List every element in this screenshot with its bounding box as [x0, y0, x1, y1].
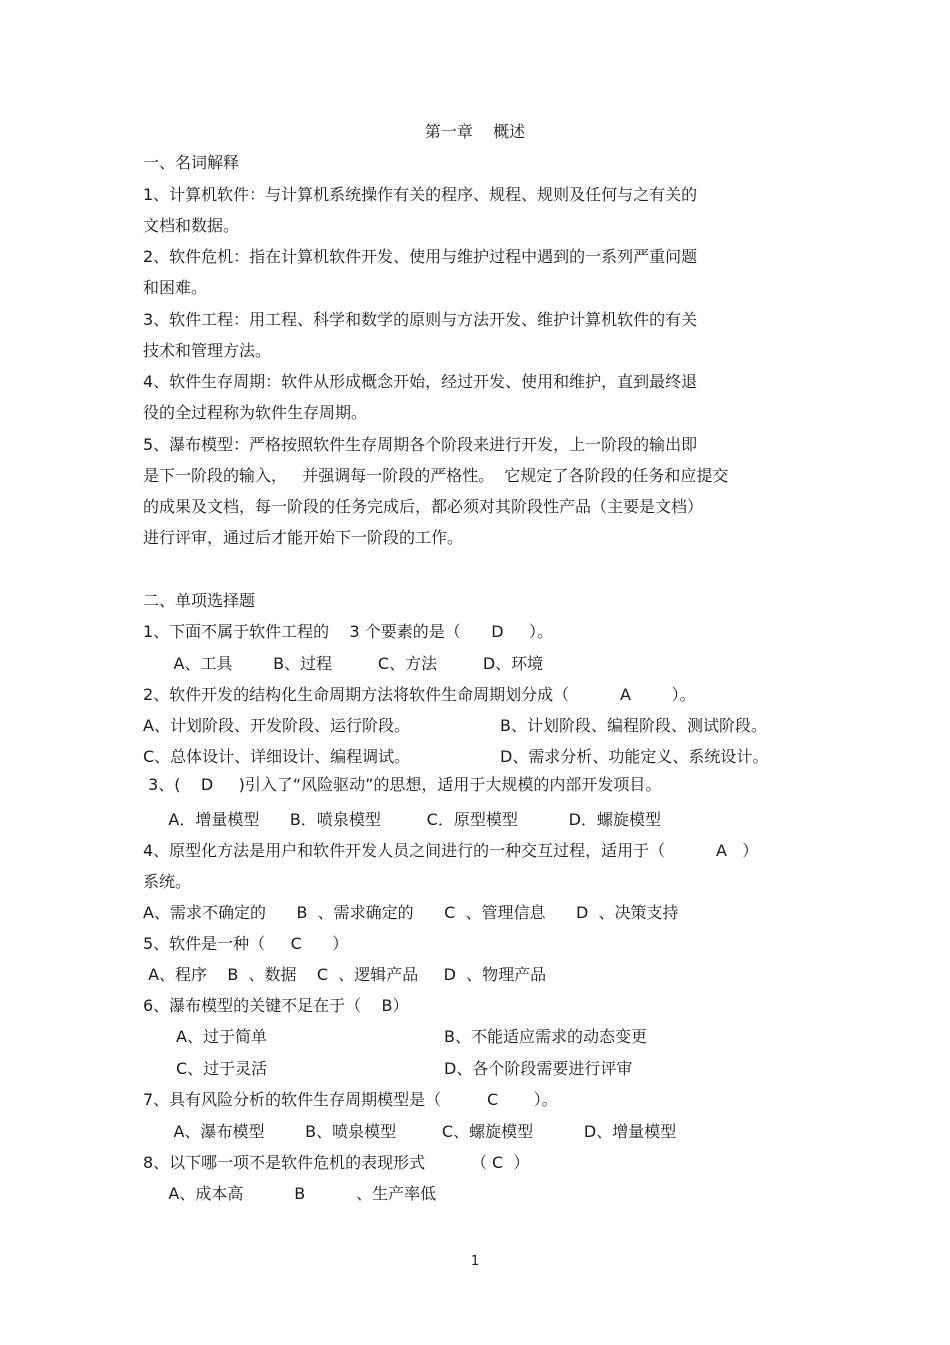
question-2-stem: 2、软件开发的结构化生命周期方法将软件生命周期划分成（ A ）。: [143, 685, 696, 704]
question-6-option-b: B、不能适应需求的动态变更: [444, 1027, 647, 1046]
definition-line: 1、计算机软件：与计算机系统操作有关的程序、规程、规则及任何与之有关的: [143, 185, 698, 204]
definition-line: 文档和数据。: [143, 216, 240, 235]
definition-line: 技术和管理方法。: [143, 341, 272, 360]
question-6-option-c: C、过于灵活: [176, 1059, 268, 1078]
question-1-stem: 1、下面不属于软件工程的 3 个要素的是（ D ）。: [143, 622, 554, 641]
question-6-option-d: D、各个阶段需要进行评审: [444, 1059, 633, 1078]
question-5-stem: 5、软件是一种（ C ）: [143, 934, 349, 953]
chapter-title: 第一章 概述: [424, 122, 526, 141]
question-4-stem: 4、原型化方法是用户和软件开发人员之间进行的一种交互过程，适用于（ A ）: [143, 841, 759, 860]
section1-heading: 一、名词解释: [143, 153, 240, 172]
question-6-option-a: A、过于简单: [176, 1027, 267, 1046]
page-number: 1: [470, 1254, 480, 1269]
definition-line: 5、瀑布模型：严格按照软件生存周期各个阶段来进行开发，上一阶段的输出即: [143, 435, 698, 454]
question-7-stem: 7、具有风险分析的软件生存周期模型是（ C ）。: [143, 1090, 558, 1109]
question-3-stem: 3、( D )引入了“风险驱动”的思想，适用于大规模的内部开发项目。: [143, 775, 662, 794]
question-4-options: A、需求不确定的 B 、需求确定的 C 、管理信息 D 、决策支持: [143, 903, 679, 922]
definition-line: 役的全过程称为软件生存周期。: [143, 403, 368, 422]
definition-line: 2、软件危机：指在计算机软件开发、使用与维护过程中遇到的一系列严重问题: [143, 247, 698, 266]
question-2-option-b: B、计划阶段、编程阶段、测试阶段。: [500, 716, 767, 735]
definition-line: 的成果及文档，每一阶段的任务完成后，都必须对其阶段性产品（主要是文档）: [143, 497, 704, 516]
question-8-options: A、成本高 B 、生产率低: [143, 1184, 437, 1203]
definition-line: 3、软件工程：用工程、科学和数学的原则与方法开发、维护计算机软件的有关: [143, 310, 698, 329]
question-5-options: A、程序 B 、数据 C 、逻辑产品 D 、物理产品: [143, 965, 547, 984]
question-2-option-a: A、计划阶段、开发阶段、运行阶段。: [143, 716, 410, 735]
question-3-options: A．增量模型 B．喷泉模型 C．原型模型 D．螺旋模型: [143, 810, 661, 829]
definition-line: 4、软件生存周期：软件从形成概念开始，经过开发、使用和维护，直到最终退: [143, 372, 698, 391]
definition-line: 和困难。: [143, 278, 208, 297]
question-4-stem-cont: 系统。: [143, 872, 192, 891]
question-8-stem: 8、以下哪一项不是软件危机的表现形式 （ C ）: [143, 1153, 530, 1172]
question-2-option-c: C、总体设计、详细设计、编程调试。: [143, 747, 411, 766]
question-2-option-d: D、需求分析、功能定义、系统设计。: [500, 747, 769, 766]
definition-line: 进行评审，通过后才能开始下一阶段的工作。: [143, 528, 464, 547]
section2-heading: 二、单项选择题: [143, 591, 256, 610]
definition-line: 是下一阶段的输入， 并强调每一阶段的严格性。 它规定了各阶段的任务和应提交: [143, 466, 729, 485]
question-1-options: A、工具 B、过程 C、方法 D、环境: [143, 654, 544, 673]
question-7-options: A、瀑布模型 B、喷泉模型 C、螺旋模型 D、增量模型: [143, 1122, 677, 1141]
question-6-stem: 6、瀑布模型的关键不足在于（ B）: [143, 996, 409, 1015]
